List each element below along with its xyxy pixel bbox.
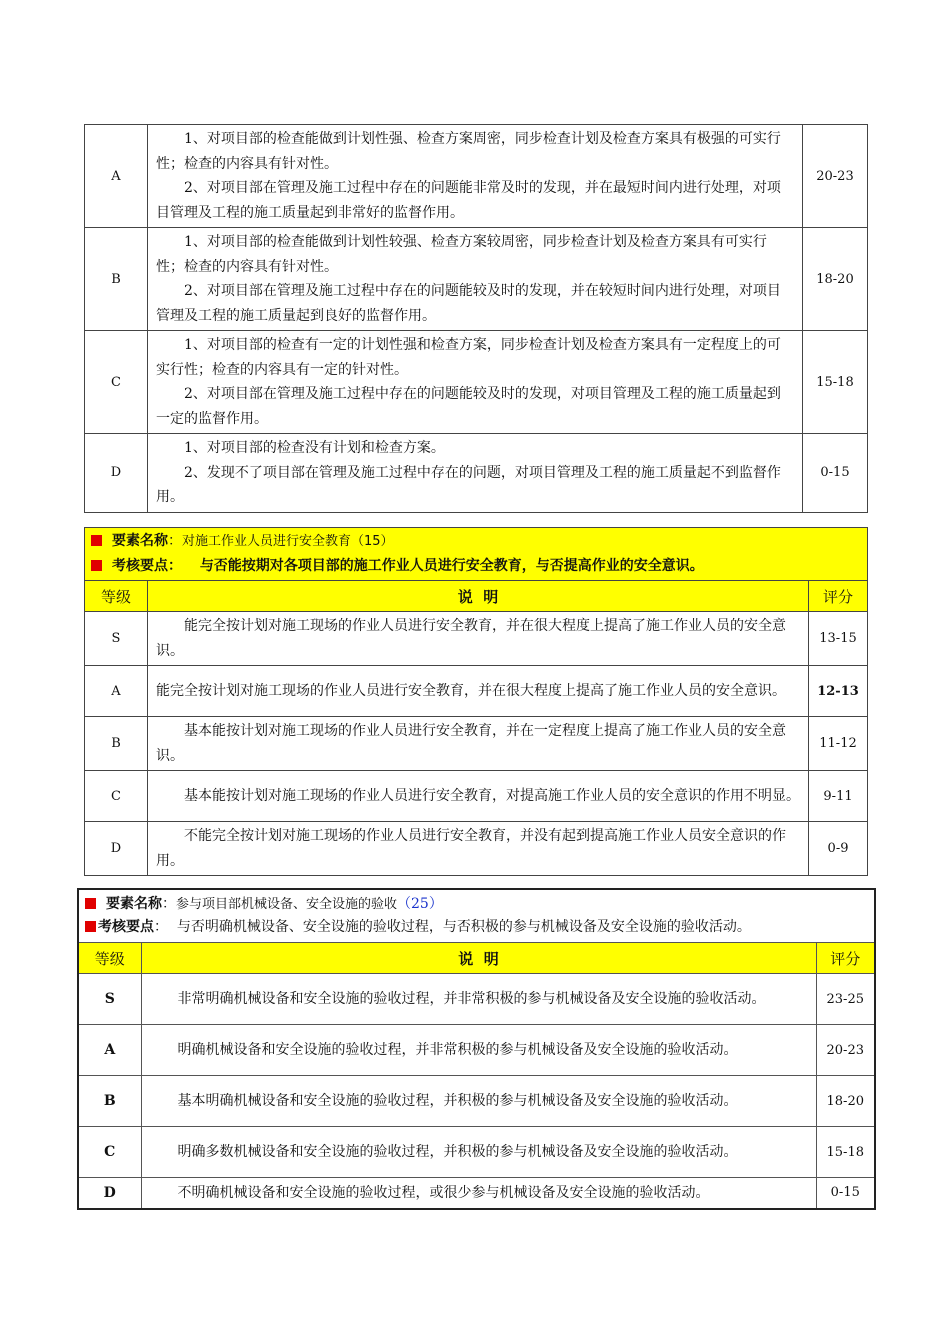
grade-cell: A bbox=[85, 125, 148, 228]
description-line: 1、对项目部的检查能做到计划性强、检查方案周密，同步检查计划及检查方案具有极强的可实行性；检查的内容具有针对性。 bbox=[156, 131, 781, 172]
table-row bbox=[85, 228, 868, 331]
description-line: 2、对项目部在管理及施工过程中存在的问题能较及时的发现，对项目管理及工程的施工质量起到一定的监督作用。 bbox=[156, 386, 781, 427]
table-row bbox=[78, 1178, 875, 1209]
score-cell: 15-18 bbox=[816, 1127, 875, 1178]
score-cell: 9-11 bbox=[809, 771, 868, 822]
description-text: 非常明确机械设备和安全设施的验收过程，并非常积极的参与机械设备及安全设施的验收活动。 bbox=[177, 990, 766, 1007]
score-cell: 15-18 bbox=[803, 331, 868, 434]
element-name-value: 参与项目部机械设备、安全设施的验收 bbox=[176, 897, 398, 912]
key-points-value: 与否明确机械设备、安全设施的验收过程，与否积极的参与机械设备及安全设施的验收活动。 bbox=[176, 919, 751, 935]
column-header-row bbox=[78, 943, 875, 974]
red-square-icon bbox=[91, 560, 102, 571]
description-cell bbox=[148, 331, 803, 434]
table-row bbox=[85, 125, 868, 228]
score-cell: 18-20 bbox=[816, 1076, 875, 1127]
red-square-icon bbox=[85, 898, 96, 909]
description-text: 明确多数机械设备和安全设施的验收过程，并积极的参与机械设备及安全设施的验收活动。 bbox=[177, 1143, 738, 1160]
table-row bbox=[85, 771, 868, 822]
score-cell: 0-15 bbox=[803, 434, 868, 513]
table-row bbox=[85, 434, 868, 513]
grade-cell: S bbox=[85, 612, 148, 666]
description-line: 1、对项目部的检查没有计划和检查方案。 bbox=[184, 440, 445, 456]
section-header bbox=[78, 889, 875, 943]
table-row bbox=[85, 666, 868, 717]
description-cell bbox=[148, 717, 809, 771]
key-points-line bbox=[85, 554, 867, 579]
table-row bbox=[78, 1076, 875, 1127]
score-cell: 20-23 bbox=[803, 125, 868, 228]
key-points-line: 考核要点： 与否明确机械设备、安全设施的验收过程，与否积极的参与机械设备及安全设施的验收活动。 bbox=[79, 916, 874, 939]
description-cell bbox=[148, 434, 803, 513]
description-cell bbox=[141, 1025, 816, 1076]
description-text: 能完全按计划对施工现场的作业人员进行安全教育，并在很大程度上提高了施工作业人员的安全意识。 bbox=[156, 618, 786, 659]
element-name-label: 要素名称 bbox=[106, 896, 162, 912]
key-points-value: 与否能按期对各项目部的施工作业人员进行安全教育，与否提高作业的安全意识。 bbox=[199, 558, 704, 574]
table-row bbox=[78, 974, 875, 1025]
table-row bbox=[85, 612, 868, 666]
description-text: 基本能按计划对施工现场的作业人员进行安全教育，对提高施工作业人员的安全意识的作用不明显。 bbox=[184, 787, 800, 804]
description-line: 2、对项目部在管理及施工过程中存在的问题能较及时的发现，并在较短时间内进行处理，对项目管理及工程的施工质量起到良好的监督作用。 bbox=[156, 283, 781, 324]
description-line: 1、对项目部的检查能做到计划性较强、检查方案较周密，同步检查计划及检查方案具有可实行性；检查的内容具有针对性。 bbox=[156, 234, 767, 275]
grading-table-2 bbox=[84, 527, 868, 876]
grade-cell: C bbox=[85, 331, 148, 434]
grade-cell: C bbox=[85, 771, 148, 822]
description-text: 不明确机械设备和安全设施的验收过程，或很少参与机械设备及安全设施的验收活动。 bbox=[177, 1184, 710, 1201]
grade-cell: B bbox=[85, 717, 148, 771]
col-header-grade: 等级 bbox=[85, 581, 148, 612]
description-cell bbox=[148, 612, 809, 666]
description-line: 2、发现不了项目部在管理及施工过程中存在的问题，对项目管理及工程的施工质量起不到监督作用。 bbox=[156, 464, 781, 505]
description-text: 基本明确机械设备和安全设施的验收过程，并积极的参与机械设备及安全设施的验收活动。 bbox=[177, 1092, 738, 1109]
description-text: 明确机械设备和安全设施的验收过程，并非常积极的参与机械设备及安全设施的验收活动。 bbox=[177, 1041, 738, 1058]
description-cell bbox=[141, 1127, 816, 1178]
description-text: 能完全按计划对施工现场的作业人员进行安全教育，并在很大程度上提高了施工作业人员的安全意识。 bbox=[156, 682, 786, 699]
table-row bbox=[78, 1025, 875, 1076]
score-cell: 0-15 bbox=[816, 1178, 875, 1209]
table-row bbox=[85, 331, 868, 434]
table-row bbox=[85, 822, 868, 876]
red-square-icon bbox=[91, 535, 102, 546]
element-name-label: 要素名称 bbox=[112, 533, 168, 549]
description-line: 2、对项目部在管理及施工过程中存在的问题能非常及时的发现，并在最短时间内进行处理，对项目管理及工程的施工质量起到非常好的监督作用。 bbox=[156, 180, 781, 221]
score-cell: 0-9 bbox=[809, 822, 868, 876]
grade-cell: C bbox=[78, 1127, 141, 1178]
score-cell: 18-20 bbox=[803, 228, 868, 331]
score-cell: 20-23 bbox=[816, 1025, 875, 1076]
score-cell: 13-15 bbox=[809, 612, 868, 666]
red-square-icon bbox=[85, 921, 96, 932]
col-header-grade: 等级 bbox=[78, 943, 141, 974]
grade-cell: A bbox=[78, 1025, 141, 1076]
grade-cell: D bbox=[85, 822, 148, 876]
element-name-line: 要素名称：参与项目部机械设备、安全设施的验收（25） bbox=[79, 893, 874, 916]
col-header-score: 评分 bbox=[816, 943, 875, 974]
description-text: 基本能按计划对施工现场的作业人员进行安全教育，并在一定程度上提高了施工作业人员的安全意识。 bbox=[156, 723, 786, 764]
section-header bbox=[85, 528, 868, 581]
grade-cell: B bbox=[78, 1076, 141, 1127]
table-row bbox=[78, 1127, 875, 1178]
col-header-description: 说 明 bbox=[141, 943, 816, 974]
score-cell: 23-25 bbox=[816, 974, 875, 1025]
grade-cell: D bbox=[85, 434, 148, 513]
element-name-points: （25） bbox=[397, 896, 443, 912]
description-cell bbox=[148, 125, 803, 228]
grading-table-3 bbox=[77, 888, 876, 1210]
element-name-value: 对施工作业人员进行安全教育（15） bbox=[182, 534, 394, 549]
description-cell bbox=[148, 771, 809, 822]
description-cell bbox=[141, 1076, 816, 1127]
key-points-label: 考核要点 bbox=[98, 919, 154, 935]
grading-table-1 bbox=[84, 124, 868, 513]
table-row bbox=[85, 717, 868, 771]
description-text: 不能完全按计划对施工现场的作业人员进行安全教育，并没有起到提高施工作业人员安全意识的作用。 bbox=[156, 828, 786, 869]
grade-cell: A bbox=[85, 666, 148, 717]
description-cell bbox=[148, 228, 803, 331]
score-cell: 12-13 bbox=[809, 666, 868, 717]
description-line: 1、对项目部的检查有一定的计划性强和检查方案，同步检查计划及检查方案具有一定程度上的可实行性；检查的内容具有一定的针对性。 bbox=[156, 337, 781, 378]
description-cell bbox=[141, 974, 816, 1025]
grade-cell: S bbox=[78, 974, 141, 1025]
key-points-label: 考核要点： bbox=[112, 558, 182, 574]
column-header-row bbox=[85, 581, 868, 612]
col-header-description: 说 明 bbox=[148, 581, 809, 612]
score-cell: 11-12 bbox=[809, 717, 868, 771]
description-cell bbox=[141, 1178, 816, 1209]
description-cell bbox=[148, 666, 809, 717]
grade-cell: B bbox=[85, 228, 148, 331]
col-header-score: 评分 bbox=[809, 581, 868, 612]
grade-cell: D bbox=[78, 1178, 141, 1209]
description-cell bbox=[148, 822, 809, 876]
element-name-line: 要素名称：对施工作业人员进行安全教育（15） bbox=[85, 529, 867, 554]
